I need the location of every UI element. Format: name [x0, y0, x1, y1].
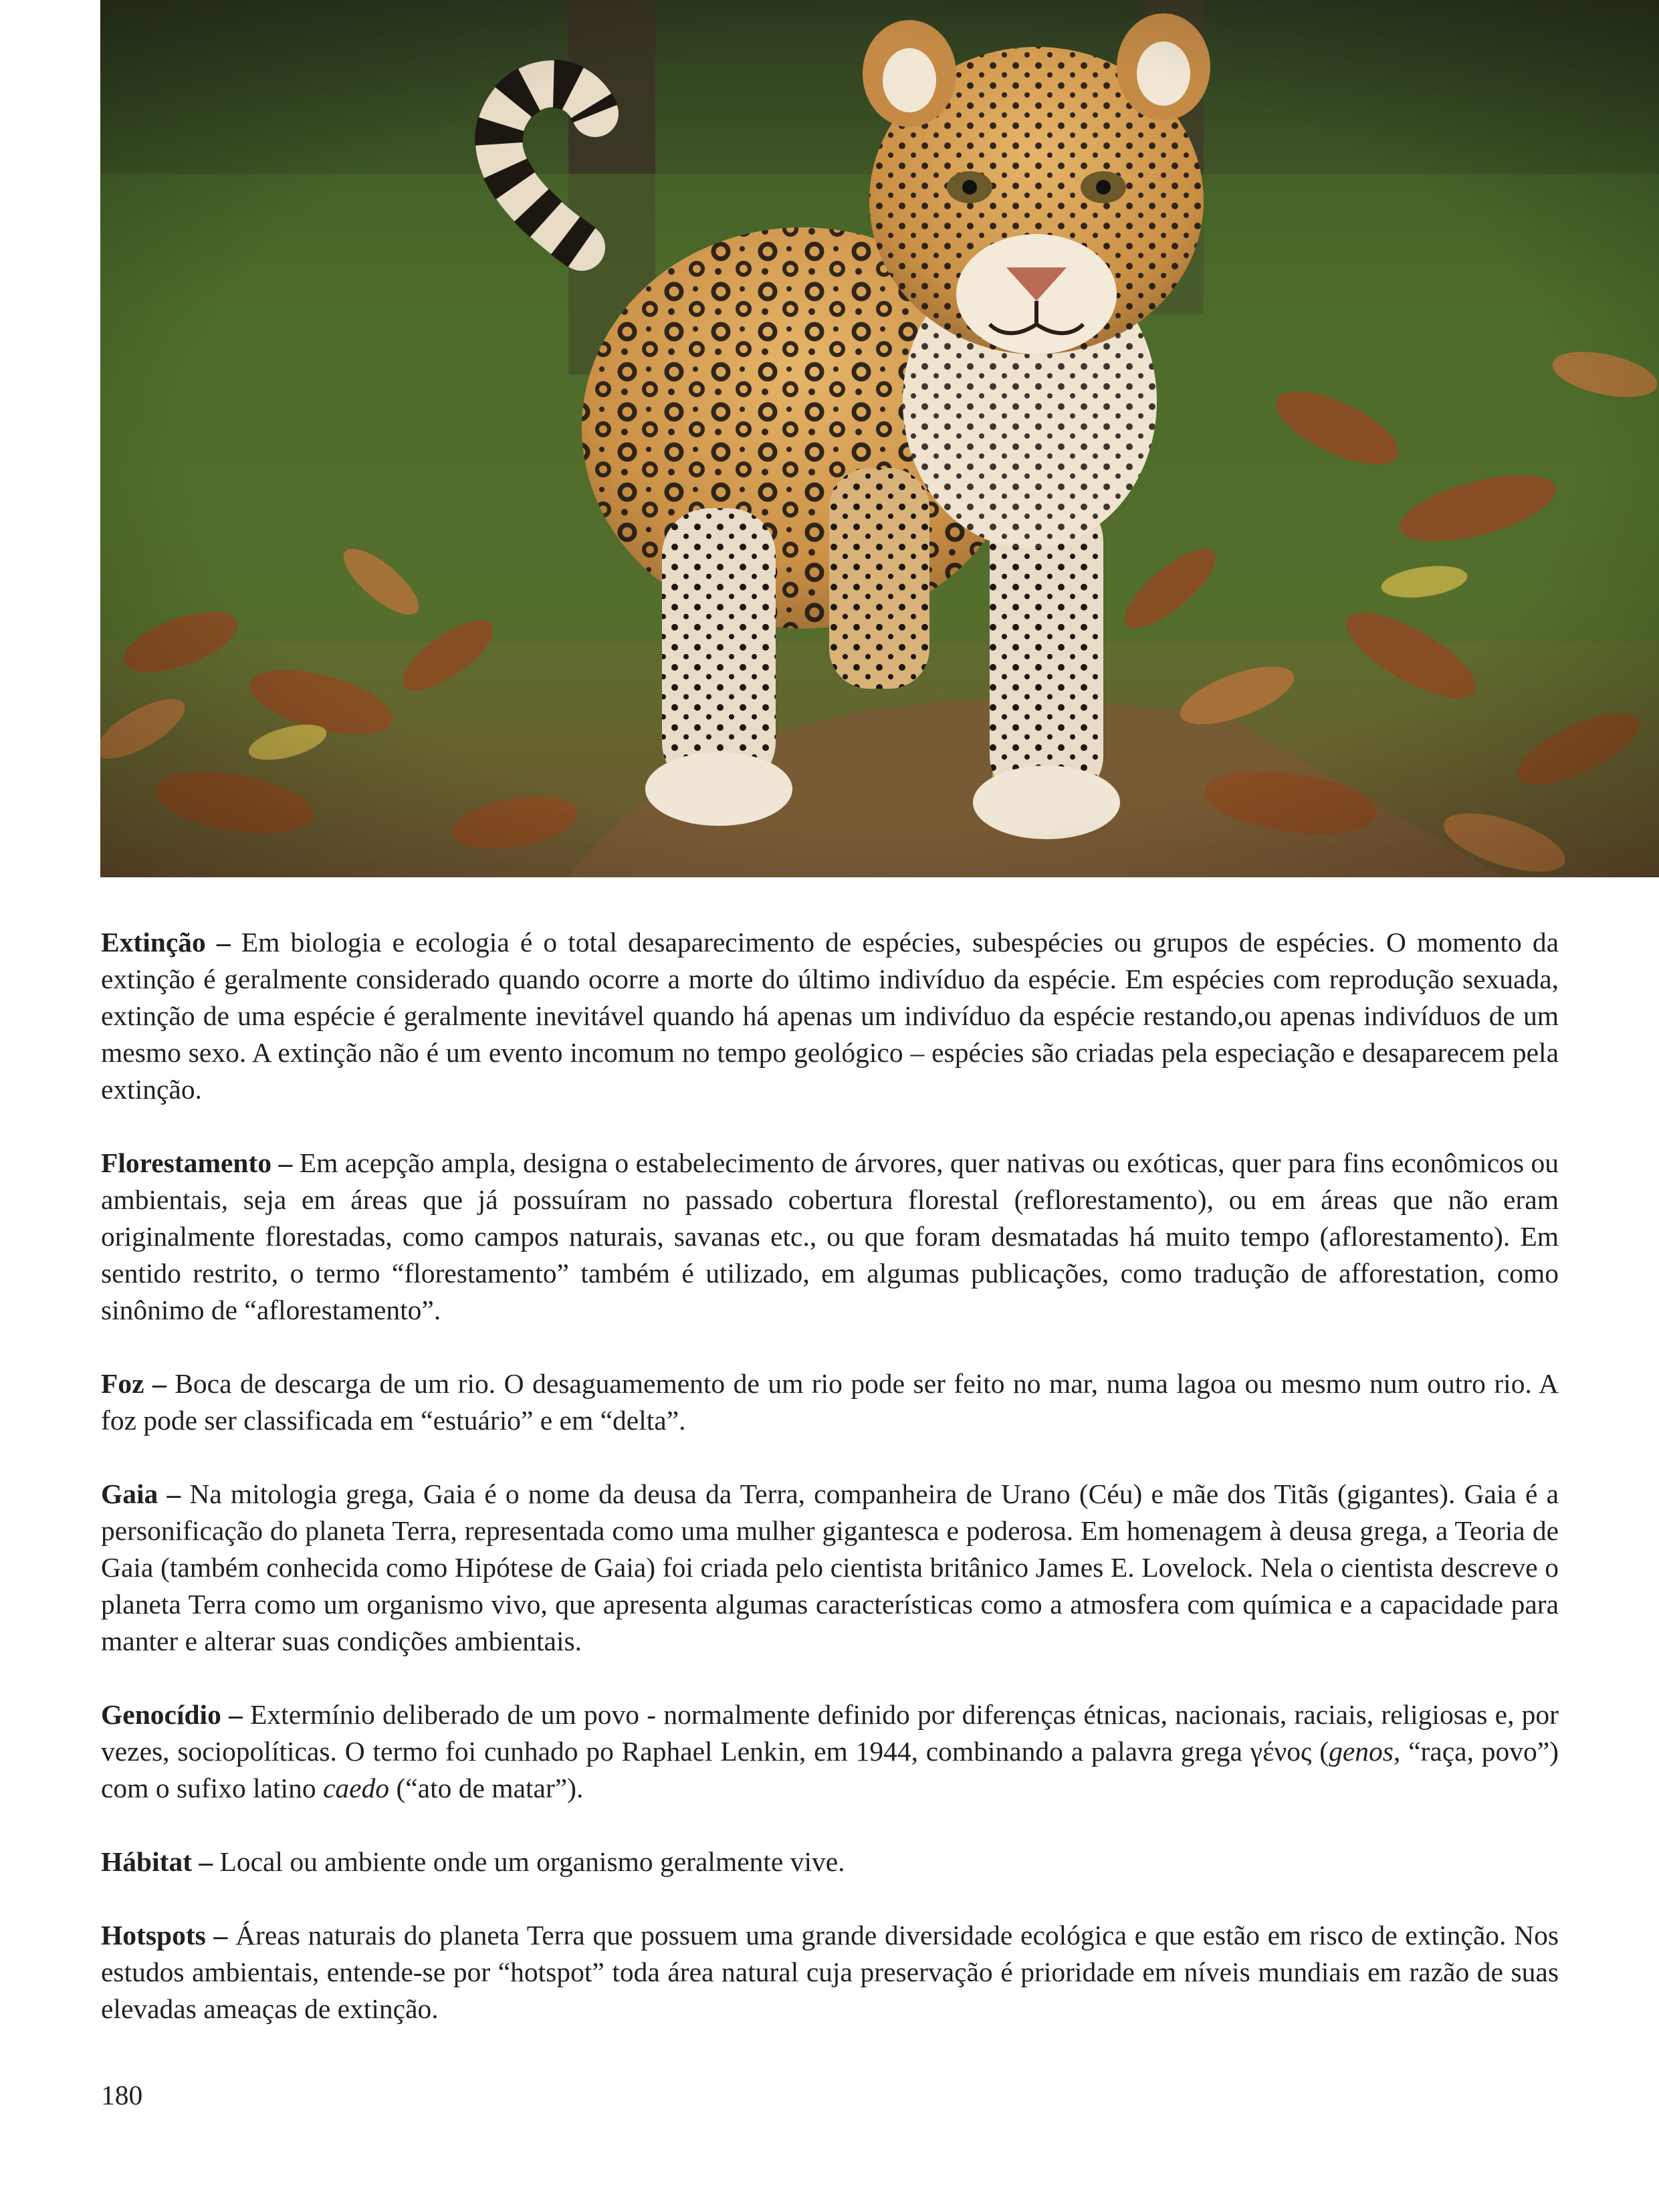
glossary-term: Extinção – — [101, 927, 231, 958]
glossary-definition: Na mitologia grega, Gaia é o nome da deusa da Terra, companheira de Urano (Céu) e mãe dos Titãs (gigantes). Gaia é a personificação do planeta Terra, representada como uma mulher gigantesca e poderosa. Em homenagem à deusa grega, a Teoria de Gaia (também conhecida como Hipótese de Gaia) foi criada pelo cientista britânico James E. Lovelock. Nela o cientista descreve o planeta Terra como um organismo vivo, que apresenta algumas características como a atmosfera com química e a capacidade para manter e alterar suas condições ambientais. — [101, 1478, 1559, 1656]
glossary-definition: Boca de descarga de um rio. O desaguamemento de um rio pode ser feito no mar, numa lagoa ou mesmo num outro rio. A foz pode ser classificada em “estuário” e em “delta”. — [101, 1368, 1559, 1436]
glossary-entry — [101, 1365, 1559, 1439]
glossary-entry — [101, 924, 1559, 1108]
glossary-term: Foz – — [101, 1368, 167, 1399]
page-number: 180 — [101, 2080, 143, 2110]
glossary-term: Hábitat – — [101, 1846, 213, 1877]
glossary-definition: Extermínio deliberado de um povo - normalmente definido por diferenças étnicas, nacionais, raciais, religiosas e, por vezes, sociopolíticas. O termo foi cunhado po Raphael Lenkin, em 1944, combinando a palavra grega γένος ( — [101, 1699, 1559, 1767]
glossary-term: Gaia – — [101, 1478, 181, 1509]
glossary — [101, 924, 1559, 2064]
glossary-entry — [101, 1917, 1559, 2027]
glossary-definition: Local ou ambiente onde um organismo geralmente vive. — [213, 1846, 845, 1877]
glossary-term: Genocídio – — [101, 1699, 243, 1730]
glossary-definition: , “raça, povo”) com o sufixo latino — [101, 1736, 1559, 1803]
jaguar-illustration — [100, 0, 1659, 877]
glossary-definition: Em biologia e ecologia é o total desaparecimento de espécies, subespécies ou grupos de espécies. O momento da extinção é geralmente considerado quando ocorre a morte do último indivíduo da espécie. Em espécies com reprodução sexuada, extinção de uma espécie é geralmente inevitável quando há apenas um indivíduo da espécie restando,ou apenas indivíduos de um mesmo sexo. A extinção não é um evento incomum no tempo geológico – espécies são criadas pela especiação e desaparecem pela extinção. — [101, 927, 1559, 1105]
glossary-italic-word: genos — [1329, 1736, 1394, 1767]
glossary-definition: Áreas naturais do planeta Terra que possuem uma grande diversidade ecológica e que estão em risco de extinção. Nos estudos ambientais, entende-se por “hotspot” toda área natural cuja preservação é prioridade em níveis mundiais em razão de suas elevadas ameaças de extinção. — [101, 1920, 1559, 2024]
glossary-entry — [101, 1696, 1559, 1807]
glossary-entry — [101, 1145, 1559, 1329]
jaguar-photo — [100, 0, 1659, 877]
glossary-definition: Em acepção ampla, designa o estabelecimento de árvores, quer nativas ou exóticas, quer para fins econômicos ou ambientais, seja em áreas que já possuíram no passado cobertura florestal (reflorestamento), ou em áreas que não eram originalmente florestadas, como campos naturais, savanas etc., ou que foram desmatadas há muito tempo (aflorestamento). Em sentido restrito, o termo “florestamento” também é utilizado, em algumas publicações, como tradução de afforestation, como sinônimo de “aflorestamento”. — [101, 1147, 1559, 1325]
glossary-definition: (“ato de matar”). — [389, 1773, 584, 1803]
glossary-term: Florestamento – — [101, 1147, 293, 1178]
glossary-entry — [101, 1844, 1559, 1880]
glossary-term: Hotspots – — [101, 1920, 228, 1951]
glossary-italic-word: caedo — [322, 1773, 390, 1803]
glossary-entry — [101, 1476, 1559, 1660]
